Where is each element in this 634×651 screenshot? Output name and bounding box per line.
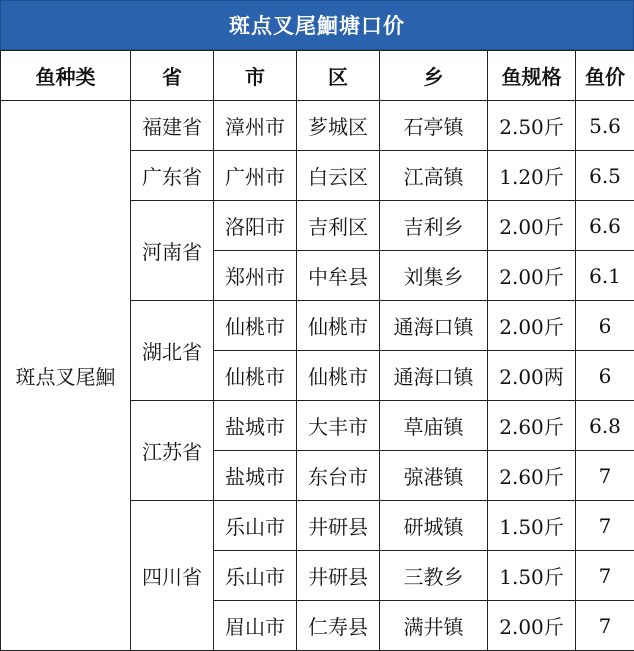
town-cell: 通海口镇 bbox=[380, 301, 488, 351]
price-cell: 6 bbox=[576, 351, 634, 401]
town-cell: 弶港镇 bbox=[380, 451, 488, 501]
table-header bbox=[1, 51, 634, 101]
price-cell: 7 bbox=[576, 451, 634, 501]
town-cell: 江高镇 bbox=[380, 151, 488, 201]
table-row bbox=[1, 101, 634, 151]
price-cell: 7 bbox=[576, 601, 634, 651]
city-cell: 乐山市 bbox=[214, 501, 297, 551]
header-town: 乡 bbox=[380, 51, 488, 101]
price-table bbox=[0, 50, 634, 651]
town-cell: 通海口镇 bbox=[380, 351, 488, 401]
district-cell: 仁寿县 bbox=[297, 601, 380, 651]
spec-cell: 2.00两 bbox=[488, 351, 576, 401]
city-cell: 盐城市 bbox=[214, 401, 297, 451]
town-cell: 石亭镇 bbox=[380, 101, 488, 151]
city-cell: 仙桃市 bbox=[214, 351, 297, 401]
province-cell: 四川省 bbox=[131, 501, 214, 651]
spec-cell: 2.00斤 bbox=[488, 201, 576, 251]
price-cell: 6.1 bbox=[576, 251, 634, 301]
header-price: 鱼价 bbox=[576, 51, 634, 101]
city-cell: 郑州市 bbox=[214, 251, 297, 301]
city-cell: 仙桃市 bbox=[214, 301, 297, 351]
price-cell: 5.6 bbox=[576, 101, 634, 151]
city-cell: 洛阳市 bbox=[214, 201, 297, 251]
city-cell: 盐城市 bbox=[214, 451, 297, 501]
price-cell: 6.6 bbox=[576, 201, 634, 251]
price-cell: 6 bbox=[576, 301, 634, 351]
province-cell: 广东省 bbox=[131, 151, 214, 201]
spec-cell: 1.20斤 bbox=[488, 151, 576, 201]
province-cell: 湖北省 bbox=[131, 301, 214, 401]
town-cell: 满井镇 bbox=[380, 601, 488, 651]
district-cell: 井研县 bbox=[297, 551, 380, 601]
header-fish-type: 鱼种类 bbox=[1, 51, 131, 101]
table-body bbox=[1, 101, 634, 651]
province-cell: 河南省 bbox=[131, 201, 214, 301]
district-cell: 东台市 bbox=[297, 451, 380, 501]
town-cell: 三教乡 bbox=[380, 551, 488, 601]
spec-cell: 1.50斤 bbox=[488, 551, 576, 601]
city-cell: 眉山市 bbox=[214, 601, 297, 651]
header-district: 区 bbox=[297, 51, 380, 101]
town-cell: 吉利乡 bbox=[380, 201, 488, 251]
city-cell: 乐山市 bbox=[214, 551, 297, 601]
district-cell: 大丰市 bbox=[297, 401, 380, 451]
header-province: 省 bbox=[131, 51, 214, 101]
header-row bbox=[1, 51, 634, 101]
district-cell: 吉利区 bbox=[297, 201, 380, 251]
town-cell: 研城镇 bbox=[380, 501, 488, 551]
fish-type-cell: 斑点叉尾鮰 bbox=[1, 101, 131, 651]
town-cell: 草庙镇 bbox=[380, 401, 488, 451]
town-cell: 刘集乡 bbox=[380, 251, 488, 301]
district-cell: 仙桃市 bbox=[297, 301, 380, 351]
price-cell: 6.8 bbox=[576, 401, 634, 451]
spec-cell: 2.50斤 bbox=[488, 101, 576, 151]
spec-cell: 2.60斤 bbox=[488, 401, 576, 451]
province-cell: 福建省 bbox=[131, 101, 214, 151]
city-cell: 广州市 bbox=[214, 151, 297, 201]
spec-cell: 2.60斤 bbox=[488, 451, 576, 501]
province-cell: 江苏省 bbox=[131, 401, 214, 501]
price-cell: 6.5 bbox=[576, 151, 634, 201]
spec-cell: 1.50斤 bbox=[488, 501, 576, 551]
header-spec: 鱼规格 bbox=[488, 51, 576, 101]
city-cell: 漳州市 bbox=[214, 101, 297, 151]
district-cell: 中牟县 bbox=[297, 251, 380, 301]
spec-cell: 2.00斤 bbox=[488, 601, 576, 651]
price-cell: 7 bbox=[576, 501, 634, 551]
table-title: 斑点叉尾鮰塘口价 bbox=[0, 0, 634, 50]
district-cell: 白云区 bbox=[297, 151, 380, 201]
price-cell: 7 bbox=[576, 551, 634, 601]
district-cell: 仙桃市 bbox=[297, 351, 380, 401]
spec-cell: 2.00斤 bbox=[488, 251, 576, 301]
district-cell: 井研县 bbox=[297, 501, 380, 551]
district-cell: 芗城区 bbox=[297, 101, 380, 151]
header-city: 市 bbox=[214, 51, 297, 101]
spec-cell: 2.00斤 bbox=[488, 301, 576, 351]
